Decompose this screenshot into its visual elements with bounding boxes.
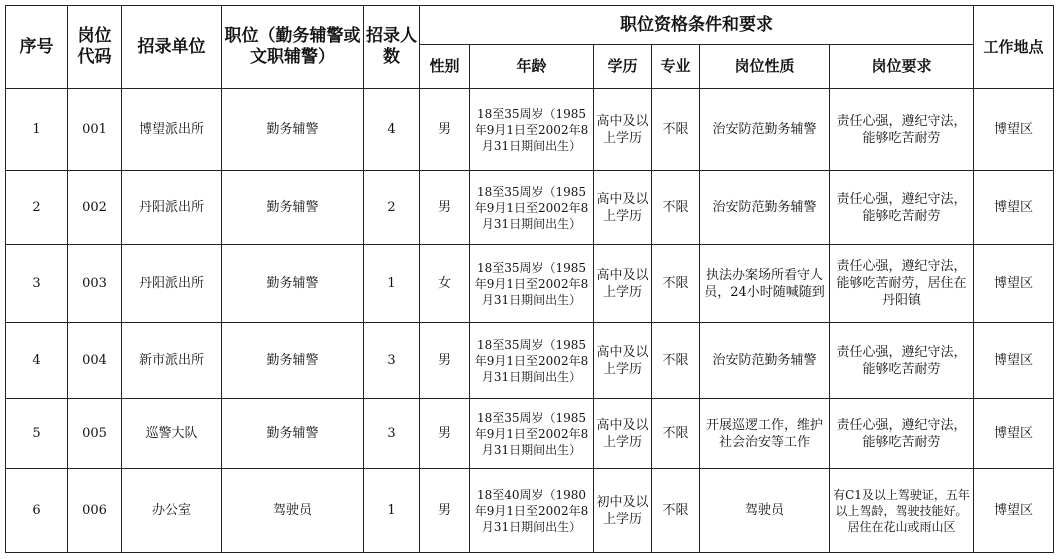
cell-location: 博望区: [974, 245, 1054, 323]
cell-code: 005: [68, 399, 122, 469]
cell-major: 不限: [652, 171, 700, 245]
cell-seq: 2: [6, 171, 68, 245]
cell-seq: 1: [6, 89, 68, 171]
cell-education: 高中及以上学历: [594, 171, 652, 245]
cell-gender: 男: [420, 323, 470, 399]
cell-gender: 男: [420, 171, 470, 245]
cell-position: 勤务辅警: [222, 323, 364, 399]
cell-gender: 女: [420, 245, 470, 323]
cell-requirements: 有C1及以上驾驶证，五年以上驾龄，驾驶技能好。居住在花山或雨山区: [830, 469, 974, 553]
cell-nature: 治安防范勤务辅警: [700, 323, 830, 399]
cell-seq: 5: [6, 399, 68, 469]
cell-seq: 6: [6, 469, 68, 553]
cell-education: 高中及以上学历: [594, 323, 652, 399]
cell-code: 004: [68, 323, 122, 399]
cell-count: 1: [364, 245, 420, 323]
cell-nature: 治安防范勤务辅警: [700, 171, 830, 245]
cell-unit: 丹阳派出所: [122, 171, 222, 245]
header-code: 岗位代码: [68, 6, 122, 89]
cell-code: 001: [68, 89, 122, 171]
header-location: 工作地点: [974, 6, 1054, 89]
cell-age: 18至35周岁（1985年9月1日至2002年8月31日期间出生）: [470, 399, 594, 469]
cell-position: 勤务辅警: [222, 399, 364, 469]
header-requirements: 岗位要求: [830, 45, 974, 89]
header-qualification-group: 职位资格条件和要求: [420, 6, 974, 45]
header-age: 年龄: [470, 45, 594, 89]
cell-unit: 博望派出所: [122, 89, 222, 171]
cell-requirements: 责任心强，遵纪守法，能够吃苦耐劳，居住在丹阳镇: [830, 245, 974, 323]
cell-gender: 男: [420, 89, 470, 171]
cell-requirements: 责任心强，遵纪守法，能够吃苦耐劳: [830, 399, 974, 469]
cell-age: 18至35周岁（1985年9月1日至2002年8月31日期间出生）: [470, 323, 594, 399]
header-count: 招录人数: [364, 6, 420, 89]
table-row: [6, 399, 1054, 469]
cell-gender: 男: [420, 469, 470, 553]
cell-code: 006: [68, 469, 122, 553]
cell-requirements: 责任心强，遵纪守法，能够吃苦耐劳: [830, 323, 974, 399]
cell-count: 2: [364, 171, 420, 245]
cell-position: 勤务辅警: [222, 245, 364, 323]
cell-code: 002: [68, 171, 122, 245]
recruitment-table: [5, 5, 1054, 553]
cell-unit: 丹阳派出所: [122, 245, 222, 323]
table-row: [6, 469, 1054, 553]
cell-requirements: 责任心强，遵纪守法，能够吃苦耐劳: [830, 89, 974, 171]
cell-major: 不限: [652, 245, 700, 323]
cell-education: 高中及以上学历: [594, 399, 652, 469]
cell-education: 高中及以上学历: [594, 89, 652, 171]
cell-requirements: 责任心强，遵纪守法，能够吃苦耐劳: [830, 171, 974, 245]
cell-location: 博望区: [974, 399, 1054, 469]
header-seq: 序号: [6, 6, 68, 89]
cell-count: 4: [364, 89, 420, 171]
recruitment-table-wrapper: [5, 5, 1054, 553]
cell-code: 003: [68, 245, 122, 323]
table-row: [6, 245, 1054, 323]
cell-age: 18至40周岁（1980年9月1日至2002年8月31日期间出生）: [470, 469, 594, 553]
cell-unit: 办公室: [122, 469, 222, 553]
cell-seq: 3: [6, 245, 68, 323]
cell-position: 驾驶员: [222, 469, 364, 553]
table-header: [6, 6, 1054, 89]
cell-nature: 驾驶员: [700, 469, 830, 553]
cell-nature: 开展巡逻工作，维护社会治安等工作: [700, 399, 830, 469]
cell-nature: 治安防范勤务辅警: [700, 89, 830, 171]
table-row: [6, 171, 1054, 245]
cell-age: 18至35周岁（1985年9月1日至2002年8月31日期间出生）: [470, 245, 594, 323]
header-education: 学历: [594, 45, 652, 89]
cell-nature: 执法办案场所看守人员，24小时随喊随到: [700, 245, 830, 323]
cell-location: 博望区: [974, 323, 1054, 399]
cell-location: 博望区: [974, 469, 1054, 553]
table-body: [6, 89, 1054, 553]
cell-location: 博望区: [974, 89, 1054, 171]
header-nature: 岗位性质: [700, 45, 830, 89]
cell-education: 初中及以上学历: [594, 469, 652, 553]
cell-major: 不限: [652, 323, 700, 399]
header-gender: 性别: [420, 45, 470, 89]
cell-count: 3: [364, 323, 420, 399]
cell-age: 18至35周岁（1985年9月1日至2002年8月31日期间出生）: [470, 89, 594, 171]
cell-gender: 男: [420, 399, 470, 469]
cell-count: 3: [364, 399, 420, 469]
cell-unit: 巡警大队: [122, 399, 222, 469]
table-row: [6, 323, 1054, 399]
header-major: 专业: [652, 45, 700, 89]
cell-major: 不限: [652, 89, 700, 171]
cell-location: 博望区: [974, 171, 1054, 245]
cell-count: 1: [364, 469, 420, 553]
cell-unit: 新市派出所: [122, 323, 222, 399]
cell-major: 不限: [652, 469, 700, 553]
header-unit: 招录单位: [122, 6, 222, 89]
header-position: 职位（勤务辅警或文职辅警）: [222, 6, 364, 89]
table-row: [6, 89, 1054, 171]
cell-major: 不限: [652, 399, 700, 469]
cell-position: 勤务辅警: [222, 89, 364, 171]
cell-position: 勤务辅警: [222, 171, 364, 245]
cell-education: 高中及以上学历: [594, 245, 652, 323]
cell-seq: 4: [6, 323, 68, 399]
cell-age: 18至35周岁（1985年9月1日至2002年8月31日期间出生）: [470, 171, 594, 245]
